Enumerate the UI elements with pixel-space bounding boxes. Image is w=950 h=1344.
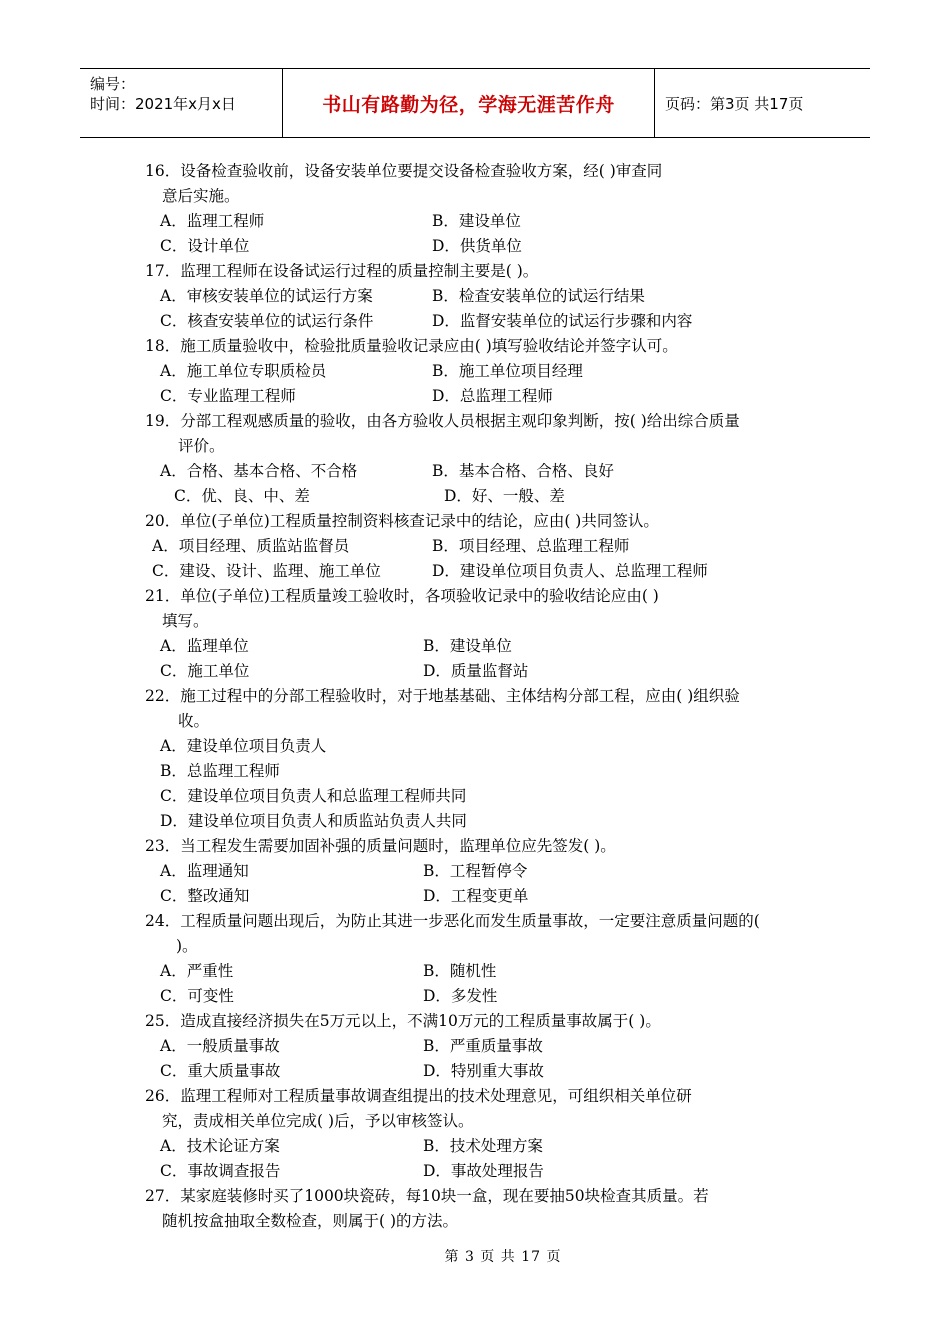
option-line: A．严重性 <box>160 962 234 980</box>
question-line: 22．施工过程中的分部工程验收时，对于地基基础、主体结构分部工程，应由( )组织验 <box>145 687 740 705</box>
option-line: D．工程变更单 <box>423 887 529 905</box>
option-line: A．监理单位 <box>160 637 249 655</box>
question-line: )。 <box>176 937 198 955</box>
option-line: C．建设、设计、监理、施工单位 <box>152 562 381 580</box>
question-line: 23．当工程发生需要加固补强的质量问题时，监理单位应先签发( )。 <box>145 837 616 855</box>
option-line: D．建设单位项目负责人和质监站负责人共同 <box>160 812 467 830</box>
option-line: C．施工单位 <box>160 662 250 680</box>
option-line: A．项目经理、质监站监督员 <box>152 537 350 555</box>
option-line: B．技术处理方案 <box>423 1137 543 1155</box>
option-line: A．施工单位专职质检员 <box>160 362 327 380</box>
option-line: C．优、良、中、差 <box>174 487 310 505</box>
option-line: D．多发性 <box>423 987 498 1005</box>
option-line: B．严重质量事故 <box>423 1037 543 1055</box>
option-line: D．特别重大事故 <box>423 1062 544 1080</box>
question-line: 21．单位(子单位)工程质量竣工验收时，各项验收记录中的验收结论应由( ) <box>145 587 659 605</box>
option-line: C．重大质量事故 <box>160 1062 281 1080</box>
question-line: 18．施工质量验收中，检验批质量验收记录应由( )填写验收结论并签字认可。 <box>145 337 678 355</box>
option-line: B．工程暂停令 <box>423 862 528 880</box>
question-line: 意后实施。 <box>162 187 240 205</box>
question-line: 收。 <box>178 712 210 730</box>
option-line: C．事故调查报告 <box>160 1162 281 1180</box>
option-line: D．事故处理报告 <box>423 1162 544 1180</box>
question-line: 27．某家庭装修时买了1000块瓷砖，每10块一盒，现在要抽50块检查其质量。若 <box>145 1187 709 1205</box>
option-line: C．整改通知 <box>160 887 250 905</box>
option-line: D．监督安装单位的试运行步骤和内容 <box>432 312 693 330</box>
option-line: A．监理通知 <box>160 862 249 880</box>
option-line: B．建设单位 <box>432 212 521 230</box>
question-line: 16．设备检查验收前，设备安装单位要提交设备检查验收方案，经( )审查同 <box>145 162 663 180</box>
option-line: B．总监理工程师 <box>160 762 280 780</box>
question-line: 19．分部工程观感质量的验收，由各方验收人员根据主观印象判断，按( )给出综合质量 <box>145 412 740 430</box>
option-line: D．好、一般、差 <box>444 487 565 505</box>
motto: 书山有路勤为径，学海无涯苦作舟 <box>322 93 615 116</box>
option-line: C．核查安装单位的试运行条件 <box>160 312 374 330</box>
option-line: D．建设单位项目负责人、总监理工程师 <box>432 562 708 580</box>
option-line: B．基本合格、合格、良好 <box>432 462 614 480</box>
question-line: 25．造成直接经济损失在5万元以上，不满10万元的工程质量事故属于( )。 <box>145 1012 661 1030</box>
option-line: A．一般质量事故 <box>160 1037 280 1055</box>
option-line: D．供货单位 <box>432 237 522 255</box>
option-line: A．建设单位项目负责人 <box>160 737 327 755</box>
question-line: 17．监理工程师在设备试运行过程的质量控制主要是( )。 <box>145 262 539 280</box>
option-line: D．总监理工程师 <box>432 387 553 405</box>
number-label: 编号： <box>90 75 136 93</box>
question-line: 26．监理工程师对工程质量事故调查组提出的技术处理意见，可组织相关单位研 <box>145 1087 692 1105</box>
question-line: 究，责成相关单位完成( )后，予以审核签认。 <box>162 1112 474 1130</box>
option-line: A．审核安装单位的试运行方案 <box>160 287 373 305</box>
page-label: 页码：第3页 共17页 <box>665 94 804 113</box>
option-line: C．可变性 <box>160 987 234 1005</box>
option-line: B．施工单位项目经理 <box>432 362 583 380</box>
question-line: 填写。 <box>162 612 209 630</box>
option-line: A．监理工程师 <box>160 212 265 230</box>
option-line: B．项目经理、总监理工程师 <box>432 537 630 555</box>
option-line: B．检查安装单位的试运行结果 <box>432 287 645 305</box>
option-line: C．专业监理工程师 <box>160 387 296 405</box>
question-line: 24．工程质量问题出现后，为防止其进一步恶化而发生质量事故，一定要注意质量问题的( <box>145 912 760 930</box>
option-line: B．建设单位 <box>423 637 512 655</box>
option-line: C．建设单位项目负责人和总监理工程师共同 <box>160 787 467 805</box>
question-line: 20．单位(子单位)工程质量控制资料核查记录中的结论，应由( )共同签认。 <box>145 512 659 530</box>
option-line: A．技术论证方案 <box>160 1137 280 1155</box>
question-line: 评价。 <box>178 437 225 455</box>
question-line: 随机按盒抽取全数检查，则属于( )的方法。 <box>162 1212 459 1230</box>
option-line: C．设计单位 <box>160 237 250 255</box>
option-line: D．质量监督站 <box>423 662 529 680</box>
option-line: A．合格、基本合格、不合格 <box>160 462 358 480</box>
page-footer: 第 3 页 共 17 页 <box>444 1249 562 1265</box>
date-label: 时间：2021年x月x日 <box>90 95 236 113</box>
option-line: B．随机性 <box>423 962 497 980</box>
